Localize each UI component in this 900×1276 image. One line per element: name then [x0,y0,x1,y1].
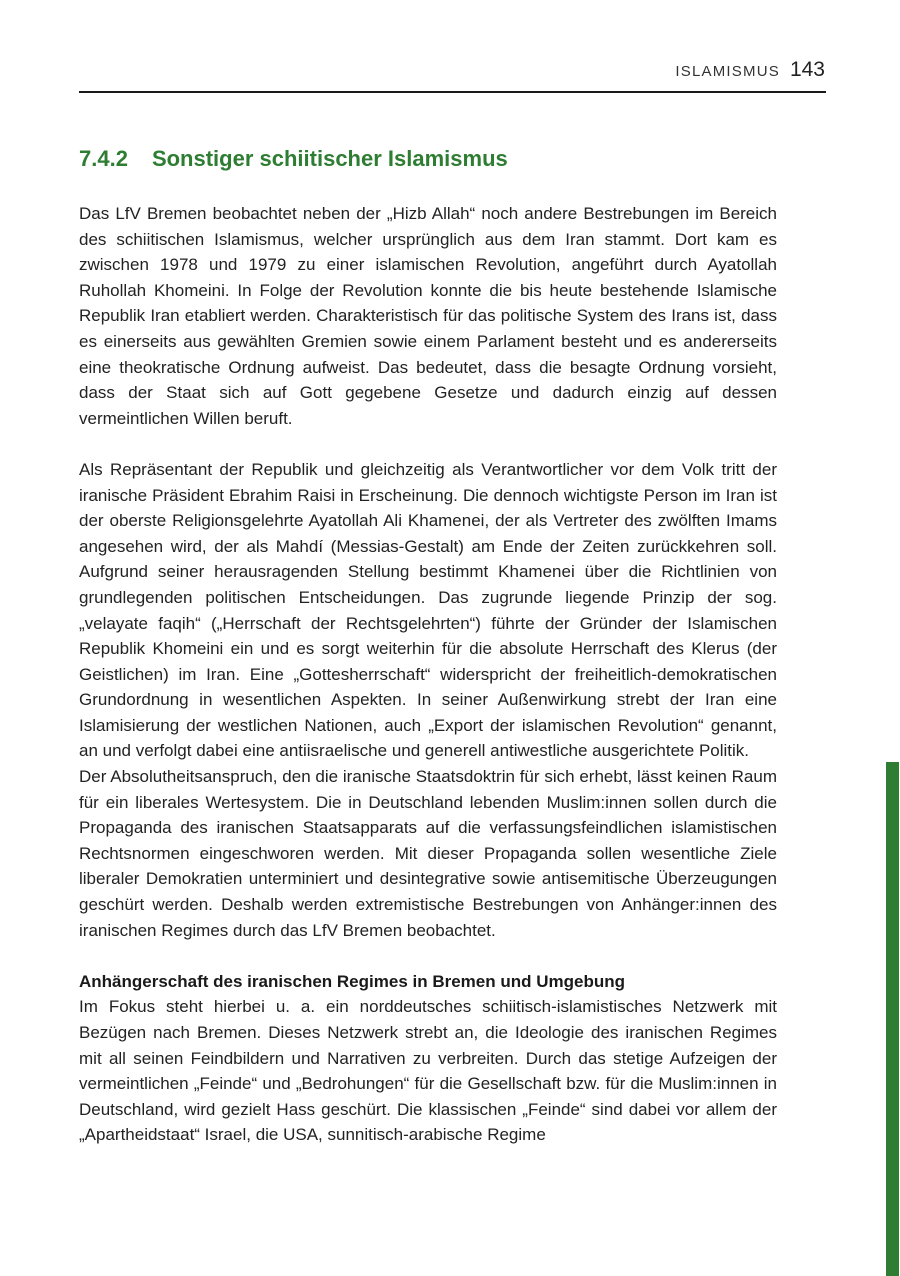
page-number: 143 [789,58,825,81]
running-header [675,58,825,82]
paragraph-spacer [79,943,777,969]
subsection-heading: Anhängerschaft des iranischen Regimes in Bremen und Umgebung [79,971,625,991]
header-rule [79,91,826,93]
paragraph-4: Im Fokus steht hierbei u. a. ein norddeutsches schiitisch-islamistisches Netzwerk mit Bezügen nach Bremen. Dieses Netzwerk strebt an, die Ideologie des iranischen Regimes mit all seinen Feindbildern und Narrativen zu verbreiten. Durch das stetige Aufzeigen der vermeintlichen „Feinde“ und „Bedrohungen“ für die Gesellschaft bzw. für die Muslim:innen in Deutschland, wird gezielt Hass geschürt. Die klassischen „Feinde“ sind dabei vor allem der „Apartheidstaat“ Israel, die USA, sunnitisch-arabische Regime [79,997,777,1145]
section-heading [79,146,508,172]
paragraph-1: Das LfV Bremen beobachtet neben der „Hizb Allah“ noch andere Bestrebungen im Bereich des schiitischen Islamismus, welcher ursprünglich aus dem Iran stammt. Dort kam es zwischen 1978 und 1979 zu einer islamischen Revolution, angeführt durch Ayatollah Ruhollah Khomeini. In Folge der Revolution konnte die bis heute bestehende Islamische Republik Iran etabliert werden. Charakteristisch für das politische System des Irans ist, dass es einerseits aus gewählten Gremien sowie einem Parlament besteht und es andererseits eine theokratische Ordnung aufweist. Das bedeutet, dass die besagte Ordnung vorsieht, dass der Staat sich auf Gott gegebene Gesetze und dadurch einzig auf dessen vermeintlichen Willen beruft. [79,204,777,428]
body-text [79,201,777,1148]
section-number: 7.4.2 [79,146,128,171]
paragraph-2: Als Repräsentant der Republik und gleichzeitig als Verantwortlicher vor dem Volk tritt der iranische Präsident Ebrahim Raisi in Erscheinung. Die dennoch wichtigste Person im Iran ist der oberste Religionsgelehrte Ayatollah Ali Khamenei, der als Vertreter des zwölften Imams angesehen wird, der als Mahdí (Messias-Gestalt) am Ende der Zeiten zurückkehren soll. Aufgrund seiner herausragenden Stellung bestimmt Khamenei über die Richtlinien von grundlegenden politischen Entscheidungen. Das zugrunde liegende Prinzip der sog. „velayate faqih“ („Herrschaft der Rechtsgelehrten“) führte der Gründer der Islamischen Republik Khomeini ein und es sorgt weiterhin für die absolute Herrschaft des Klerus (der Geistlichen) im Iran. Eine „Gottesherrschaft“ widerspricht der freiheitlich-demokratischen Grundordnung in wesentlichen Aspekten. In seiner Außenwirkung strebt der Iran eine Islamisierung der westlichen Nationen, auch „Export der islamischen Revolution“ genannt, an und verfolgt dabei eine antiisraelische und generell antiwestliche ausgerichtete Politik. [79,459,777,761]
running-header-section: ISLAMISMUS [675,63,780,80]
paragraph-3: Der Absolutheitsanspruch, den die iranische Staatsdoktrin für sich erhebt, lässt keinen Raum für ein liberales Wertesystem. Die in Deutschland lebenden Muslim:innen sollen durch die Propaganda des iranischen Staatsapparats auf die verfassungsfeindlichen islamistischen Rechtsnormen eingeschworen werden. Mit dieser Propaganda sollen wesentliche Ziele liberaler Demokratien unterminiert und desintegrative sowie antisemitische Überzeugungen geschürt werden. Deshalb werden extremistische Bestrebungen von Anhänger:innen des iranischen Regimes durch das LfV Bremen beobachtet. [79,767,777,940]
section-title: Sonstiger schiitischer Islamismus [151,146,508,171]
paragraph-spacer [79,431,777,457]
chapter-edge-marker [886,762,899,1276]
